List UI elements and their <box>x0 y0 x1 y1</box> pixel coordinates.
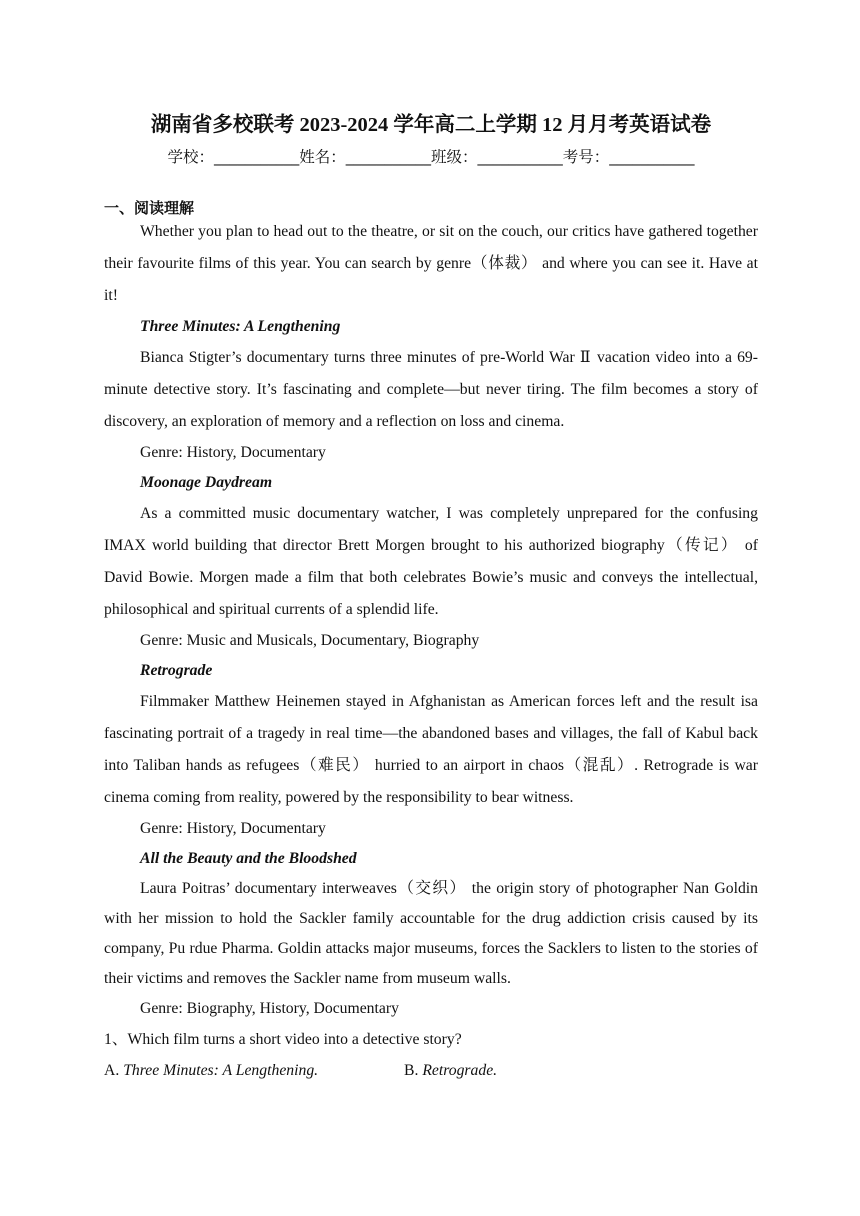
passage-intro: Whether you plan to head out to the theatre, or sit on the couch, our critics have gathered together their favourite films of this year. You can search by genre（体裁） and where you can see it. Have at it! <box>104 223 758 304</box>
option-text: Retrograde. <box>422 1062 498 1079</box>
option-text: Three Minutes: A Lengthening. <box>123 1062 319 1079</box>
question-stem: 1、Which film turns a short video into a detective story? <box>104 1031 462 1048</box>
film-description: Bianca Stigter’s documentary turns three minutes of pre-World War Ⅱ vacation video into a 69-minute detective story. It’s fascinating and complete—but never tiring. The film becomes a story of discovery, an exploration of memory and a reflection on loss and cinema. <box>104 349 758 430</box>
film-title: All the Beauty and the Bloodshed <box>140 850 357 867</box>
film-title: Three Minutes: A Lengthening <box>140 318 341 335</box>
film-description: Laura Poitras’ documentary interweaves（交织） the origin story of photographer Nan Goldin with her mission to hold the Sackler family accountable for the drug addiction crisis caused by its company, Pu rdue Pharma. Goldin attacks major museums, forces the Sacklers to listen to the stories of their victims and removes the Sackler name from museum walls. <box>104 880 758 987</box>
film-genre: Genre: Biography, History, Documentary <box>140 1000 399 1017</box>
passage <box>104 216 758 1087</box>
film-genre: Genre: History, Documentary <box>140 444 326 461</box>
page-title: 湖南省多校联考 2023-2024 学年高二上学期 12 月月考英语试卷 <box>150 114 712 136</box>
film-genre: Genre: History, Documentary <box>140 820 326 837</box>
answer-options <box>104 1055 758 1087</box>
film-genre: Genre: Music and Musicals, Documentary, Biography <box>140 632 480 649</box>
film-title: Moonage Daydream <box>140 474 273 491</box>
film-title: Retrograde <box>140 662 213 679</box>
option-a <box>104 1055 318 1087</box>
section-heading: 一、阅读理解 <box>104 199 195 217</box>
film-description: As a committed music documentary watcher, I was completely unprepared for the confusing IMAX world building that director Brett Morgen brought to his authorized biography（传记） of David Bowie. Morgen made a film that both celebrates Bowie’s music and conveys the intellectual, philosophical and spiritual currents of a splendid life. <box>104 505 758 618</box>
option-letter: B. <box>404 1062 423 1079</box>
option-letter: A. <box>104 1062 124 1079</box>
film-description: Filmmaker Matthew Heinemen stayed in Afghanistan as American forces left and the result isa fascinating portrait of a tragedy in real time—the abandoned bases and villages, the fall of Kabul back into Taliban hands as refugees（难民） hurried to an airport in chaos（混乱）. Retrograde is war cinema coming from reality, powered by the responsibility to bear witness. <box>104 693 758 806</box>
option-b <box>404 1055 497 1087</box>
student-info-line: 学校：___________姓名：___________班级：___________考号：___________ <box>167 148 695 166</box>
